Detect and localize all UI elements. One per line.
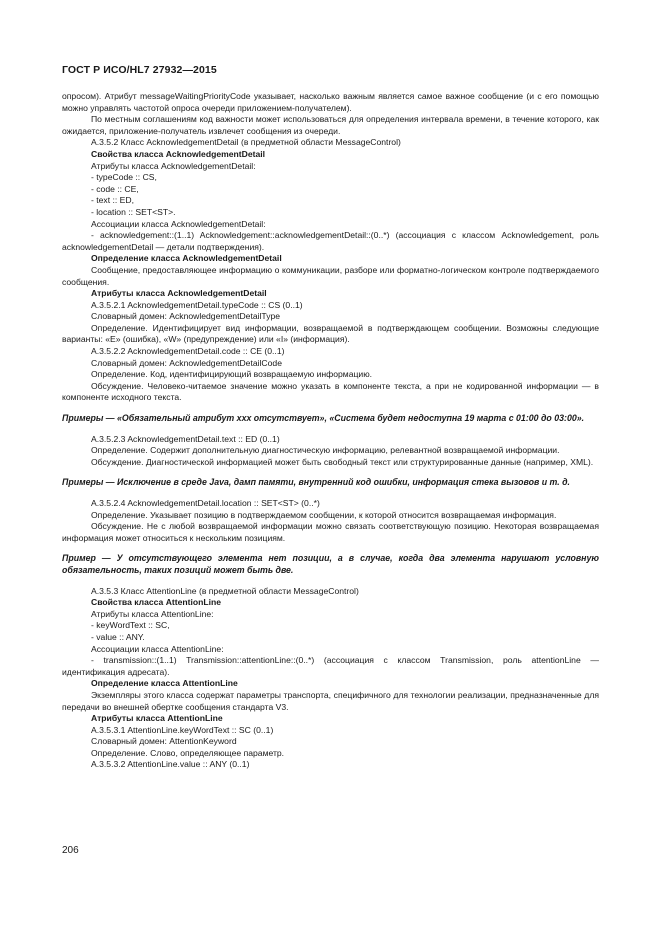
paragraph: Ассоциации класса AttentionLine: [91, 643, 224, 654]
paragraph: Ассоциации класса AcknowledgementDetail: [91, 218, 266, 229]
paragraph: опросом). Атрибут messageWaitingPriorityCode указывает, насколько важным является самое важное сообщение (и с его помощью можно управлять частотой опроса очереди приложением-получателем). [62, 91, 599, 113]
paragraph: Определение. Код, идентифицирующий возвращаемую информацию. [91, 369, 373, 380]
subsection-heading: Свойства класса AttentionLine [91, 597, 222, 608]
paragraph: Словарный домен: AcknowledgementDetailCode [91, 357, 282, 368]
document-header: ГОСТ Р ИСО/HL7 27932—2015 [62, 64, 217, 76]
list-item: - acknowledgement::(1..1) Acknowledgement::acknowledgementDetail::(0..*) (ассоциация с классом Acknowledgement, роль acknowledgementDetail — детали подтверждения). [62, 230, 599, 252]
paragraph: Обсуждение. Человеко-читаемое значение можно указать в компоненте текста, а при не кодированной информации — в компоненте исходного текста. [62, 380, 599, 403]
example-note: Пример — У отсутствующего элемента нет позиции, а в случае, когда два элемента нарушают условную обязательность, таких позиций может быть две. [62, 553, 599, 575]
list-item: - value :: ANY. [91, 631, 145, 642]
subsection-heading: Определение класса AcknowledgementDetail [91, 253, 282, 264]
paragraph: Словарный домен: AcknowledgementDetailType [91, 311, 281, 322]
paragraph: Обсуждение. Диагностической информацией может быть свободный текст или структурированные данные (например, XML). [91, 456, 594, 467]
attribute-heading: A.3.5.3.2 AttentionLine.value :: ANY (0..1) [91, 759, 250, 770]
attribute-heading: A.3.5.2.2 AcknowledgementDetail.code :: CE (0..1) [91, 346, 285, 357]
paragraph: Сообщение, предоставляющее информацию о коммуникации, разборе или форматно-логическом контроле подтверждаемого сообщения. [62, 264, 599, 287]
list-item: - typeCode :: CS, [91, 172, 157, 183]
attribute-heading: A.3.5.2.4 AcknowledgementDetail.location :: SET<ST> (0..*) [91, 498, 320, 508]
paragraph: Определение. Содержит дополнительную диагностическую информацию, релевантной возвращаемой информации. [91, 445, 560, 456]
subsection-heading: Атрибуты класса AttentionLine [91, 713, 223, 724]
section-number-heading: A.3.5.3 Класс AttentionLine (в предметной области MessageControl) [91, 585, 359, 596]
list-item: - location :: SET<ST>. [91, 206, 176, 217]
paragraph: Словарный домен: AttentionKeyword [91, 736, 237, 747]
paragraph: Определение. Слово, определяющее параметр. [91, 747, 285, 758]
paragraph: Определение. Указывает позицию в подтверждаемом сообщении, к которой относится возвращаемая информация. [91, 509, 557, 520]
page-body [62, 91, 599, 771]
paragraph: Атрибуты класса AcknowledgementDetail: [91, 160, 256, 171]
paragraph: Атрибуты класса AttentionLine: [91, 608, 214, 619]
subsection-heading: Определение класса AttentionLine [91, 678, 238, 689]
attribute-heading: A.3.5.3.1 AttentionLine.keyWordText :: SC (0..1) [91, 724, 274, 735]
paragraph: Обсуждение. Не с любой возвращаемой информации можно связать соответствующую позицию. Некоторая возвращаемая информация может относиться к нескольким позициям. [62, 521, 599, 543]
section-number-heading: A.3.5.2 Класс AcknowledgementDetail (в предметной области MessageControl) [91, 137, 401, 148]
subsection-heading: Атрибуты класса AcknowledgementDetail [91, 288, 267, 299]
paragraph: Определение. Идентифицирует вид информации, возвращаемой в подтверждающем сообщении. Возможны следующие варианты: «E» (ошибка), «W» (предупреждение) или «I» (информация). [62, 322, 599, 345]
example-note: Примеры — «Обязательный атрибут xxx отсутствует», «Система будет недоступна 19 марта с 01:00 до 03:00». [62, 413, 585, 424]
example-note: Примеры — Исключение в среде Java, дамп памяти, внутренний код ошибки, информация стека вызовов и т. д. [62, 477, 570, 488]
list-item: - text :: ED, [91, 195, 134, 206]
list-item: - transmission::(1..1) Transmission::attentionLine::(0..*) (ассоциация с классом Transmission, роль attentionLine — идентификация адресата). [62, 655, 599, 677]
list-item: - code :: CE, [91, 183, 139, 194]
attribute-heading: A.3.5.2.1 AcknowledgementDetail.typeCode :: CS (0..1) [91, 299, 303, 310]
subsection-heading: Свойства класса AcknowledgementDetail [91, 148, 266, 159]
page-number: 206 [62, 845, 79, 856]
paragraph: По местным соглашениям код важности может использоваться для определения интервала времени, в течение которого, как ожидается, приложение-получатель извлечет сообщения из очереди. [62, 114, 599, 136]
paragraph: Экземпляры этого класса содержат параметры транспорта, специфичного для технологии реализации, предназначенные для передачи во внешней обертке сообщения стандарта V3. [62, 689, 599, 712]
list-item: - keyWordText :: SC, [91, 620, 170, 631]
attribute-heading: A.3.5.2.3 AcknowledgementDetail.text :: ED (0..1) [91, 433, 280, 444]
